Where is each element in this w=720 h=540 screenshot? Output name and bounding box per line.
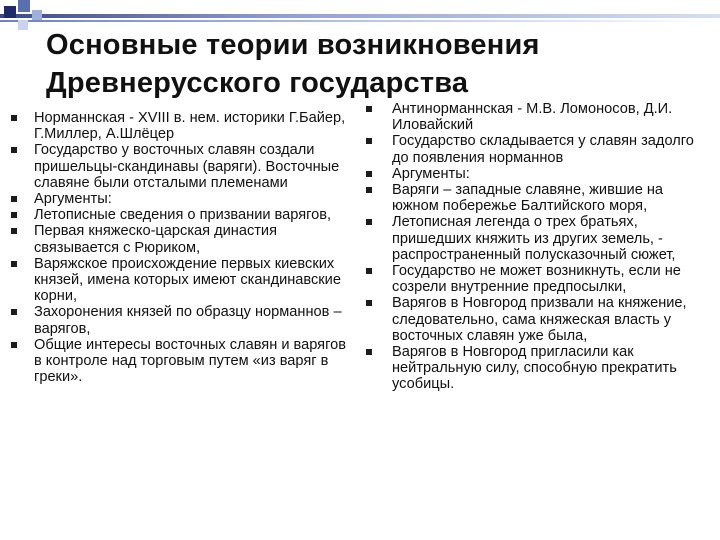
bullet-icon [366,187,372,193]
list-item-text: Варяжское происхождение первых киевских князей, имена которых имеют скандинавские корни, [34,255,341,305]
bullet-icon [11,342,17,348]
decor-square [18,0,30,12]
list-item [360,133,712,165]
list-item-text: Антинорманнская - М.В. Ломоносов, Д.И. Иловайский [392,101,673,134]
list-item [8,191,348,207]
slide-title-line: Основные теории возникновения [46,29,540,61]
list-item-text: Государство складывается у славян задолго до появления норманнов [392,133,694,166]
list-item-text: Норманнская - XVIII в. нем. историки Г.Байер, Г.Миллер, А.Шлёцер [34,110,346,143]
decor-square [18,20,28,30]
decor-square [4,6,16,18]
list-item [360,101,712,133]
list-item-text: Государство у восточных славян создали пришельцы-скандинавы (варяги). Восточные славяне были отсталыми племенами [34,142,340,191]
bullet-icon [366,268,372,274]
list-item [360,295,712,344]
slide-title-line: Древнерусского государства [46,67,469,99]
bullet-icon [366,349,372,355]
list-item [8,223,348,255]
slide-title [46,26,666,102]
bullet-icon [11,212,17,218]
list-item-text: Захоронения князей по образцу норманнов – варягов, [34,304,342,337]
bullet-icon [11,147,17,153]
list-item [8,110,348,142]
list-item-text: Летописная легенда о трех братьях, пришедших княжить из других земель, - распространенный полусказочный сюжет, [392,214,676,263]
list-item [360,182,712,214]
bullet-icon [11,309,17,315]
bullet-icon [366,138,372,144]
list-item [360,344,712,393]
decor-square [32,10,42,20]
list-item-text: Государство не может возникнуть, если не созрели внутренние предпосылки, [392,263,681,296]
list-item-text: Аргументы: [34,191,112,208]
list-item-text: Варягов в Новгород призвали на княжение, следовательно, сама княжеская власть у восточных славян уже была, [392,295,687,344]
bullet-icon [366,219,372,225]
header-accent-line [0,14,720,18]
bullet-icon [11,196,17,202]
bullet-icon [11,115,17,121]
list-item [8,256,348,305]
list-item-text: Первая княжеско-царская династия связывается с Рюриком, [34,223,277,256]
list-item [8,142,348,191]
list-item [8,337,348,386]
list-item [8,207,348,223]
list-item-text: Общие интересы восточных славян и варягов в контроле над торговым путем «из варяг в греки». [34,336,346,386]
normanist-theory-list [8,110,348,385]
bullet-icon [11,228,17,234]
list-item [360,263,712,295]
list-item-text: Аргументы: [392,165,470,182]
bullet-icon [366,300,372,306]
bullet-icon [366,171,372,177]
list-item-text: Летописные сведения о призвании варягов, [34,207,332,224]
list-item [360,166,712,182]
list-item-text: Варягов в Новгород пригласили как нейтральную силу, способную прекратить усобицы. [392,344,677,393]
list-item [360,214,712,263]
list-item [8,304,348,336]
header-accent-line-secondary [0,20,720,22]
bullet-icon [366,106,372,112]
bullet-icon [11,261,17,267]
list-item-text: Варяги – западные славяне, жившие на южном побережье Балтийского моря, [392,182,664,215]
antinormanist-theory-list [360,101,712,393]
